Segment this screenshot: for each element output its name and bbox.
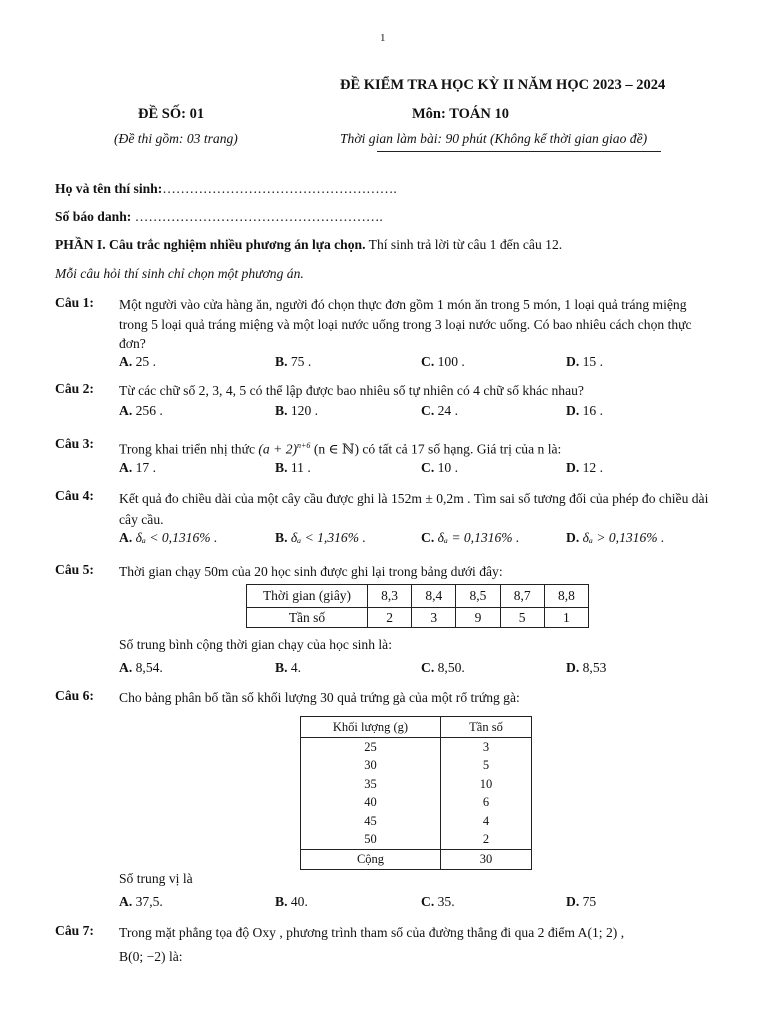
q1-option-c[interactable]: C. 100 . xyxy=(421,354,465,369)
q5-table-row2-label: Tần số xyxy=(247,608,368,628)
exam-code: ĐỀ SỐ: 01 xyxy=(138,106,205,122)
q3-label: Câu 3: xyxy=(55,436,94,451)
q5-option-a[interactable]: A. 8,54. xyxy=(119,660,163,675)
q7-text: Trong mặt phẳng tọa độ Oxy , phương trình tham số của đường thẳng đi qua 2 điểm A(1; 2) , xyxy=(119,925,625,940)
q6-option-b[interactable]: B. 40. xyxy=(275,894,308,909)
q5-option-d[interactable]: D. 8,53 xyxy=(566,660,607,675)
student-id-line xyxy=(55,209,383,225)
q5-table-cell: 1 xyxy=(544,608,588,628)
q6-table-cell: 40 xyxy=(301,794,441,813)
q3-option-d[interactable]: D. 12 . xyxy=(566,460,604,475)
page-number: 1 xyxy=(380,32,386,44)
q3-option-c[interactable]: C. 10 . xyxy=(421,460,459,475)
student-name-dots: ……………………………………………. xyxy=(162,181,397,196)
q1-label: Câu 1: xyxy=(55,295,94,310)
student-id-label: Số báo danh: xyxy=(55,209,132,224)
q6-table-cell: 10 xyxy=(441,775,532,794)
q6-table-header-weight: Khối lượng (g) xyxy=(301,717,441,738)
exam-title: ĐỀ KIỂM TRA HỌC KỲ II NĂM HỌC 2023 – 2024 xyxy=(340,77,666,93)
q2-option-d[interactable]: D. 16 . xyxy=(566,403,604,418)
q5-table-cell: 8,4 xyxy=(412,585,456,608)
q3-exponent: n+6 xyxy=(297,441,311,450)
q5-table-cell: 8,5 xyxy=(456,585,500,608)
q2-label: Câu 2: xyxy=(55,381,94,396)
q5-table-cell: 8,3 xyxy=(368,585,412,608)
part1-instruction: Thí sinh trả lời từ câu 1 đến câu 12. xyxy=(365,237,563,252)
q5-option-b[interactable]: B. 4. xyxy=(275,660,302,675)
q4-option-b[interactable]: B. δₐ < 1,316% . xyxy=(275,530,366,545)
q3-option-b[interactable]: B. 11 . xyxy=(275,460,311,475)
q6-table-cell: 35 xyxy=(301,775,441,794)
q6-option-a[interactable]: A. 37,5. xyxy=(119,894,163,909)
q6-label: Câu 6: xyxy=(55,688,94,703)
q1-text: Một người vào cửa hàng ăn, người đó chọn thực đơn gồm 1 món ăn trong 5 món, 1 loại quả tráng miệng trong 5 loại quả tráng miệng và một loại nước uống trong 3 loại nước uống. Có bao nhiêu cách chọn thực đơn? xyxy=(119,297,692,351)
q6-question: Số trung vị là xyxy=(119,871,193,886)
q6-table-cell: 2 xyxy=(441,831,532,850)
q6-table-cell: 30 xyxy=(301,757,441,776)
q3-binomial: (a + 2) xyxy=(258,441,298,457)
q5-table xyxy=(246,584,589,628)
q7-label: Câu 7: xyxy=(55,923,94,938)
q4-option-a[interactable]: A. δₐ < 0,1316% . xyxy=(119,530,218,545)
q1-option-a[interactable]: A. 25 . xyxy=(119,354,157,369)
q6-table-cell: 4 xyxy=(441,812,532,831)
q6-table-total: 30 xyxy=(441,850,532,870)
q6-table xyxy=(300,716,532,870)
q6-table-header-freq: Tần số xyxy=(441,717,532,738)
q6-option-c[interactable]: C. 35. xyxy=(421,894,455,909)
q1-option-d[interactable]: D. 15 . xyxy=(566,354,604,369)
q5-table-cell: 3 xyxy=(412,608,456,628)
subject: Môn: TOÁN 10 xyxy=(412,106,509,122)
q2-option-a[interactable]: A. 256 . xyxy=(119,403,163,418)
q4-option-d[interactable]: D. δₐ > 0,1316% . xyxy=(566,530,665,545)
part1-note: Mỗi câu hỏi thí sinh chỉ chọn một phương án. xyxy=(55,266,304,281)
student-name-line xyxy=(55,181,397,197)
q6-option-d[interactable]: D. 75 xyxy=(566,894,597,909)
q5-table-cell: 8,8 xyxy=(544,585,588,608)
q6-text: Cho bảng phân bố tần số khối lượng 30 quả trứng gà của một rổ trứng gà: xyxy=(119,690,520,705)
q3-text: Trong khai triển nhị thức $(a + 2)^{n+6}$ (n ∈ ℕ) có tất cả 17 số hạng. Giá trị của n là: xyxy=(119,441,562,457)
student-id-dots: ………………………………………………. xyxy=(134,209,383,224)
q5-label: Câu 5: xyxy=(55,562,94,577)
q6-table-cell: 6 xyxy=(441,794,532,813)
q6-table-cell: 3 xyxy=(441,738,532,757)
q6-table-cell: 50 xyxy=(301,831,441,850)
pages-note: (Đề thi gồm: 03 trang) xyxy=(114,131,238,146)
q6-table-cell: 25 xyxy=(301,738,441,757)
header-underline xyxy=(377,151,661,152)
q2-text: Từ các chữ số 2, 3, 4, 5 có thể lập được bao nhiêu số tự nhiên có 4 chữ số khác nhau? xyxy=(119,383,584,398)
time-note: Thời gian làm bài: 90 phút (Không kể thời gian giao đề) xyxy=(340,131,648,146)
part1-heading xyxy=(55,237,562,253)
q5-table-row1-label: Thời gian (giây) xyxy=(247,585,368,608)
q4-option-c[interactable]: C. δₐ = 0,1316% . xyxy=(421,530,520,545)
q3-option-a[interactable]: A. 17 . xyxy=(119,460,157,475)
q5-table-cell: 8,7 xyxy=(500,585,544,608)
q5-table-cell: 9 xyxy=(456,608,500,628)
q5-table-cell: 2 xyxy=(368,608,412,628)
q6-table-cell: 5 xyxy=(441,757,532,776)
q5-text: Thời gian chạy 50m của 20 học sinh được ghi lại trong bảng dưới đây: xyxy=(119,564,503,579)
q5-option-c[interactable]: C. 8,50. xyxy=(421,660,465,675)
q1-option-b[interactable]: B. 75 . xyxy=(275,354,312,369)
student-name-label: Họ và tên thí sinh: xyxy=(55,181,163,196)
q6-table-cell: 45 xyxy=(301,812,441,831)
q2-option-c[interactable]: C. 24 . xyxy=(421,403,459,418)
q7-text-cont: B(0; −2) là: xyxy=(119,949,183,964)
q5-question: Số trung bình cộng thời gian chạy của học sinh là: xyxy=(119,637,392,652)
q6-table-total-label: Cộng xyxy=(301,850,441,870)
q4-label: Câu 4: xyxy=(55,488,94,503)
q5-table-cell: 5 xyxy=(500,608,544,628)
part1-title: PHẦN I. Câu trắc nghiệm nhiều phương án lựa chọn. xyxy=(55,237,366,252)
q4-text: Kết quả đo chiều dài của một cây cầu được ghi là 152m ± 0,2m . Tìm sai số tương đối của phép đo chiều dài cây cầu. xyxy=(119,491,709,527)
q2-option-b[interactable]: B. 120 . xyxy=(275,403,319,418)
